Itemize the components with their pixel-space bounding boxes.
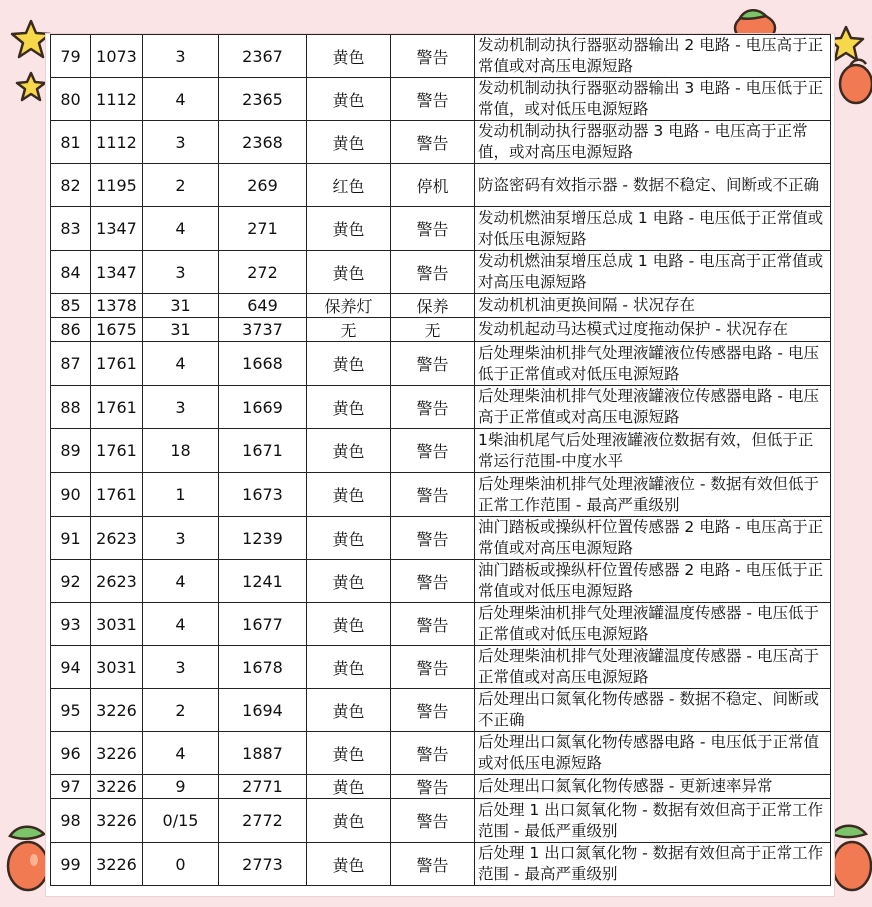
row-number-cell: 81 [51, 121, 91, 164]
row-number-cell: 94 [51, 646, 91, 689]
fmi-cell: 9 [143, 775, 219, 799]
fault-code-cell: 1678 [219, 646, 307, 689]
row-number-cell: 93 [51, 603, 91, 646]
spn-cell: 1195 [91, 164, 143, 207]
spn-cell: 1761 [91, 429, 143, 473]
lamp-color-cell: 黄色 [307, 843, 391, 886]
lamp-color-cell: 黄色 [307, 386, 391, 429]
row-number-cell: 91 [51, 517, 91, 560]
description-cell: 发动机燃油泵增压总成 1 电路 - 电压高于正常值或对高压电源短路 [475, 251, 831, 294]
fmi-cell: 18 [143, 429, 219, 473]
fmi-cell: 31 [143, 294, 219, 318]
row-number-cell: 96 [51, 732, 91, 775]
description-cell: 后处理柴油机排气处理液罐温度传感器 - 电压低于正常值或对低压电源短路 [475, 603, 831, 646]
row-number-cell: 89 [51, 429, 91, 473]
spn-cell: 1761 [91, 386, 143, 429]
row-number-cell: 80 [51, 78, 91, 121]
table-row [51, 517, 831, 560]
spn-cell: 3226 [91, 732, 143, 775]
row-number-cell: 84 [51, 251, 91, 294]
severity-cell: 警告 [391, 78, 475, 121]
fmi-cell: 3 [143, 646, 219, 689]
severity-cell: 警告 [391, 35, 475, 78]
description-cell: 发动机起动马达模式过度拖动保护 - 状况存在 [475, 318, 831, 342]
table-row [51, 646, 831, 689]
description-cell: 后处理柴油机排气处理液罐液位 - 数据有效但低于正常工作范围 - 最高严重级别 [475, 473, 831, 517]
severity-cell: 警告 [391, 843, 475, 886]
fmi-cell: 31 [143, 318, 219, 342]
description-cell: 后处理柴油机排气处理液罐液位传感器电路 - 电压低于正常值或对低压电源短路 [475, 342, 831, 386]
description-cell: 发动机燃油泵增压总成 1 电路 - 电压低于正常值或对低压电源短路 [475, 207, 831, 251]
fmi-cell: 1 [143, 473, 219, 517]
table-row [51, 251, 831, 294]
spn-cell: 2623 [91, 560, 143, 603]
table-row [51, 843, 831, 886]
spn-cell: 1073 [91, 35, 143, 78]
spn-cell: 2623 [91, 517, 143, 560]
fault-code-cell: 2772 [219, 799, 307, 843]
table-row [51, 732, 831, 775]
fmi-cell: 3 [143, 517, 219, 560]
severity-cell: 警告 [391, 251, 475, 294]
description-cell: 后处理 1 出口氮氧化物 - 数据有效但高于正常工作范围 - 最低严重级别 [475, 799, 831, 843]
severity-cell: 警告 [391, 603, 475, 646]
description-cell: 油门踏板或操纵杆位置传感器 2 电路 - 电压高于正常值或对高压电源短路 [475, 517, 831, 560]
row-number-cell: 98 [51, 799, 91, 843]
spn-cell: 3226 [91, 843, 143, 886]
fault-code-cell: 269 [219, 164, 307, 207]
description-cell: 后处理柴油机排气处理液罐温度传感器 - 电压高于正常值或对高压电源短路 [475, 646, 831, 689]
spn-cell: 1761 [91, 473, 143, 517]
row-number-cell: 87 [51, 342, 91, 386]
row-number-cell: 86 [51, 318, 91, 342]
row-number-cell: 82 [51, 164, 91, 207]
description-cell: 1柴油机尾气后处理液罐液位数据有效，但低于正常运行范围-中度水平 [475, 429, 831, 473]
fault-code-cell: 1677 [219, 603, 307, 646]
description-cell: 后处理出口氮氧化物传感器 - 数据不稳定、间断或不正确 [475, 689, 831, 732]
fmi-cell: 0/15 [143, 799, 219, 843]
peach-sticker-icon [4, 822, 50, 904]
table-row [51, 35, 831, 78]
spn-cell: 3031 [91, 603, 143, 646]
description-cell: 发动机制动执行器驱动器 3 电路 - 电压高于正常值，或对高压电源短路 [475, 121, 831, 164]
fault-code-cell: 271 [219, 207, 307, 251]
fault-code-cell: 1887 [219, 732, 307, 775]
fault-code-cell: 3737 [219, 318, 307, 342]
fmi-cell: 3 [143, 35, 219, 78]
fmi-cell: 2 [143, 164, 219, 207]
fault-code-cell: 1671 [219, 429, 307, 473]
fault-code-cell: 1694 [219, 689, 307, 732]
fmi-cell: 3 [143, 121, 219, 164]
row-number-cell: 92 [51, 560, 91, 603]
row-number-cell: 95 [51, 689, 91, 732]
peach-sticker-icon [828, 820, 872, 904]
table-row [51, 429, 831, 473]
fmi-cell: 2 [143, 689, 219, 732]
table-row [51, 689, 831, 732]
severity-cell: 警告 [391, 386, 475, 429]
peach-sticker-icon [832, 54, 872, 106]
severity-cell: 警告 [391, 473, 475, 517]
table-row [51, 775, 831, 799]
fault-code-table [50, 34, 831, 886]
severity-cell: 警告 [391, 429, 475, 473]
severity-cell: 警告 [391, 689, 475, 732]
lamp-color-cell: 黄色 [307, 429, 391, 473]
fault-code-cell: 1668 [219, 342, 307, 386]
row-number-cell: 90 [51, 473, 91, 517]
table-row [51, 207, 831, 251]
severity-cell: 警告 [391, 775, 475, 799]
spn-cell: 3226 [91, 689, 143, 732]
description-cell: 防盗密码有效指示器 - 数据不稳定、间断或不正确 [475, 164, 831, 207]
description-cell: 后处理出口氮氧化物传感器电路 - 电压低于正常值或对低压电源短路 [475, 732, 831, 775]
severity-cell: 警告 [391, 342, 475, 386]
lamp-color-cell: 黄色 [307, 689, 391, 732]
lamp-color-cell: 黄色 [307, 517, 391, 560]
lamp-color-cell: 黄色 [307, 251, 391, 294]
row-number-cell: 88 [51, 386, 91, 429]
fmi-cell: 4 [143, 78, 219, 121]
description-cell: 油门踏板或操纵杆位置传感器 2 电路 - 电压低于正常值或对低压电源短路 [475, 560, 831, 603]
lamp-color-cell: 黄色 [307, 78, 391, 121]
spn-cell: 1675 [91, 318, 143, 342]
table-row [51, 121, 831, 164]
lamp-color-cell: 黄色 [307, 732, 391, 775]
lamp-color-cell: 保养灯 [307, 294, 391, 318]
lamp-color-cell: 黄色 [307, 799, 391, 843]
lamp-color-cell: 黄色 [307, 646, 391, 689]
spn-cell: 3031 [91, 646, 143, 689]
fault-code-cell: 1239 [219, 517, 307, 560]
severity-cell: 警告 [391, 517, 475, 560]
description-cell: 后处理出口氮氧化物传感器 - 更新速率异常 [475, 775, 831, 799]
table-row [51, 386, 831, 429]
table-row [51, 799, 831, 843]
row-number-cell: 99 [51, 843, 91, 886]
fault-code-cell: 649 [219, 294, 307, 318]
lamp-color-cell: 无 [307, 318, 391, 342]
severity-cell: 无 [391, 318, 475, 342]
lamp-color-cell: 黄色 [307, 35, 391, 78]
fmi-cell: 4 [143, 603, 219, 646]
fmi-cell: 4 [143, 560, 219, 603]
lamp-color-cell: 黄色 [307, 473, 391, 517]
table-row [51, 164, 831, 207]
lamp-color-cell: 黄色 [307, 603, 391, 646]
severity-cell: 保养 [391, 294, 475, 318]
spn-cell: 1761 [91, 342, 143, 386]
spn-cell: 1378 [91, 294, 143, 318]
fmi-cell: 4 [143, 732, 219, 775]
row-number-cell: 83 [51, 207, 91, 251]
severity-cell: 警告 [391, 207, 475, 251]
table-row [51, 342, 831, 386]
description-cell: 发动机机油更换间隔 - 状况存在 [475, 294, 831, 318]
fmi-cell: 4 [143, 207, 219, 251]
table-row [51, 473, 831, 517]
row-number-cell: 79 [51, 35, 91, 78]
fault-code-cell: 2368 [219, 121, 307, 164]
lamp-color-cell: 红色 [307, 164, 391, 207]
severity-cell: 警告 [391, 646, 475, 689]
severity-cell: 警告 [391, 799, 475, 843]
fault-code-cell: 2365 [219, 78, 307, 121]
fmi-cell: 3 [143, 251, 219, 294]
description-cell: 发动机制动执行器驱动器输出 2 电路 - 电压高于正常值或对高压电源短路 [475, 35, 831, 78]
fault-code-cell: 272 [219, 251, 307, 294]
description-cell: 后处理柴油机排气处理液罐液位传感器电路 - 电压高于正常值或对高压电源短路 [475, 386, 831, 429]
table-row [51, 78, 831, 121]
fmi-cell: 0 [143, 843, 219, 886]
spn-cell: 3226 [91, 799, 143, 843]
fault-code-cell: 2771 [219, 775, 307, 799]
fmi-cell: 3 [143, 386, 219, 429]
severity-cell: 警告 [391, 732, 475, 775]
table-row [51, 603, 831, 646]
lamp-color-cell: 黄色 [307, 560, 391, 603]
fault-code-cell: 1673 [219, 473, 307, 517]
severity-cell: 警告 [391, 560, 475, 603]
table-row [51, 318, 831, 342]
row-number-cell: 85 [51, 294, 91, 318]
lamp-color-cell: 黄色 [307, 207, 391, 251]
table-row [51, 560, 831, 603]
description-cell: 后处理 1 出口氮氧化物 - 数据有效但高于正常工作范围 - 最高严重级别 [475, 843, 831, 886]
spn-cell: 1347 [91, 251, 143, 294]
fault-code-cell: 1241 [219, 560, 307, 603]
spn-cell: 1112 [91, 121, 143, 164]
severity-cell: 停机 [391, 164, 475, 207]
table-body [51, 35, 831, 886]
lamp-color-cell: 黄色 [307, 775, 391, 799]
lamp-color-cell: 黄色 [307, 342, 391, 386]
spn-cell: 3226 [91, 775, 143, 799]
row-number-cell: 97 [51, 775, 91, 799]
description-cell: 发动机制动执行器驱动器输出 3 电路 - 电压低于正常值，或对低压电源短路 [475, 78, 831, 121]
fault-code-cell: 2367 [219, 35, 307, 78]
fault-code-cell: 2773 [219, 843, 307, 886]
lamp-color-cell: 黄色 [307, 121, 391, 164]
spn-cell: 1112 [91, 78, 143, 121]
table-row [51, 294, 831, 318]
fmi-cell: 4 [143, 342, 219, 386]
spn-cell: 1347 [91, 207, 143, 251]
fault-code-cell: 1669 [219, 386, 307, 429]
star-sticker-icon [14, 70, 48, 104]
severity-cell: 警告 [391, 121, 475, 164]
